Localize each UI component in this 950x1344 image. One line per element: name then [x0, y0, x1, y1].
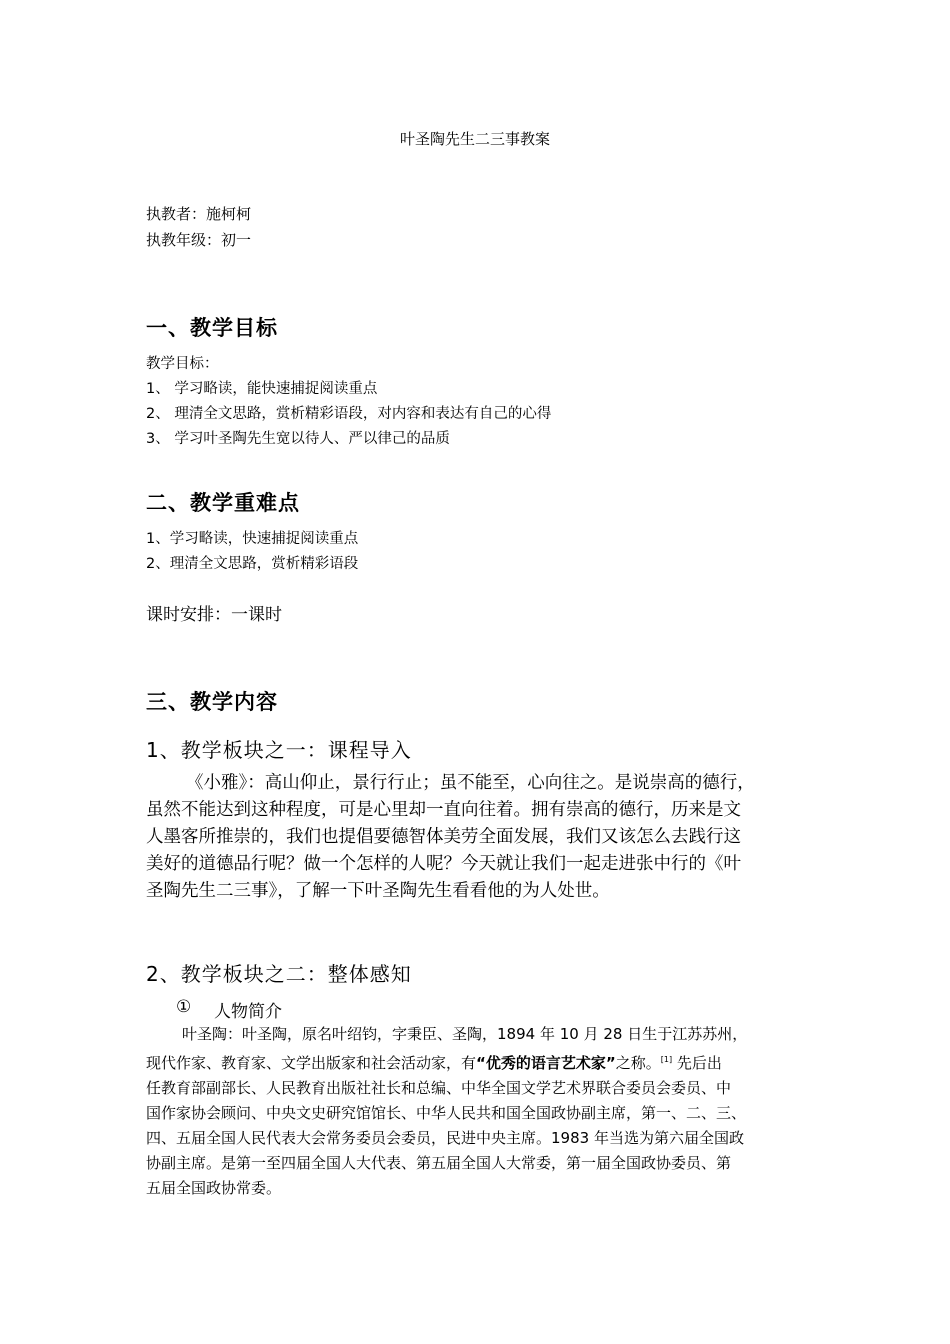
bio-line-7: 五届全国政协常委。: [146, 1179, 282, 1197]
bio-line-6: 协副主席。是第一至四届全国人大代表、第五届全国人大常委，第一届全国政协委员、第: [146, 1154, 732, 1172]
section1-heading: 一、教学目标: [146, 316, 278, 340]
footnote-ref[interactable]: [1]: [660, 1055, 673, 1064]
bio-line-2-pre: 现代作家、教育家、文学出版家和社会活动家，有: [146, 1054, 477, 1072]
document-title: 叶圣陶先生二三事教案: [399, 130, 550, 148]
bio-line-2: [146, 1047, 810, 1076]
block2-heading: 2、教学板块之二：整体感知: [146, 962, 412, 986]
intro-line-4: 美好的道德品行呢？做一个怎样的人呢？今天就让我们一起走进张中行的《叶: [146, 854, 741, 874]
bio-line-2-post: 之称。: [615, 1054, 661, 1072]
objective-item-2: 2、 理清全文思路，赏析精彩语段，对内容和表达有自己的心得: [146, 406, 552, 422]
objective-item-3: 3、 学习叶圣陶先生宽以待人、严以律己的品质: [146, 431, 450, 447]
block1-heading: 1、教学板块之一：课程导入: [146, 738, 412, 762]
keypoint-item-1: 1、学习略读，快速捕捉阅读重点: [146, 531, 359, 547]
section2-heading: 二、教学重难点: [146, 491, 300, 515]
sub-section-marker: ①: [176, 997, 192, 1017]
bio-line-4: 国作家协会顾问、中央文史研究馆馆长、中华人民共和国全国政协副主席，第一、二、三、: [146, 1104, 747, 1122]
objectives-intro: 教学目标：: [146, 356, 219, 372]
bio-line-2-tail: 先后出: [672, 1054, 722, 1072]
intro-paragraph: [146, 770, 810, 905]
bio-line-3: 任教育部副部长、人民教育出版社社长和总编、中华全国文学艺术界联合委员会委员、中: [146, 1079, 732, 1097]
section3-heading: 三、教学内容: [146, 690, 278, 714]
objective-item-1: 1、 学习略读，能快速捕捉阅读重点: [146, 381, 378, 397]
bio-line-1: 叶圣陶：叶圣陶，原名叶绍钧，字秉臣、圣陶，1894 年 10 月 28 日生于江苏苏州，: [182, 1025, 748, 1043]
intro-line-3: 人墨客所推崇的，我们也提倡要德智体美劳全面发展，我们又该怎么去践行这: [146, 827, 741, 847]
bio-line-5: 四、五届全国人民代表大会常务委员会委员，民进中央主席。1983 年当选为第六届全国政: [146, 1129, 744, 1147]
intro-line-2: 虽然不能达到这种程度，可是心里却一直向往着。拥有崇高的德行，历来是文: [146, 800, 741, 820]
schedule-line: 课时安排：一课时: [146, 605, 282, 625]
keypoint-item-2: 2、理清全文思路，赏析精彩语段: [146, 556, 359, 572]
teacher-line: 执教者：施柯柯: [146, 205, 252, 223]
intro-line-5: 圣陶先生二三事》，了解一下叶圣陶先生看看他的为人处世。: [146, 881, 610, 901]
bio-paragraph: [146, 1022, 810, 1201]
intro-line-1: 《小雅》：高山仰止，景行行止；虽不能至，心向往之。是说崇高的德行，: [186, 773, 755, 793]
honorary-title: “优秀的语言艺术家”: [476, 1054, 616, 1072]
grade-line: 执教年级：初一: [146, 231, 252, 249]
sub-section-heading: 人物简介: [214, 1002, 282, 1022]
